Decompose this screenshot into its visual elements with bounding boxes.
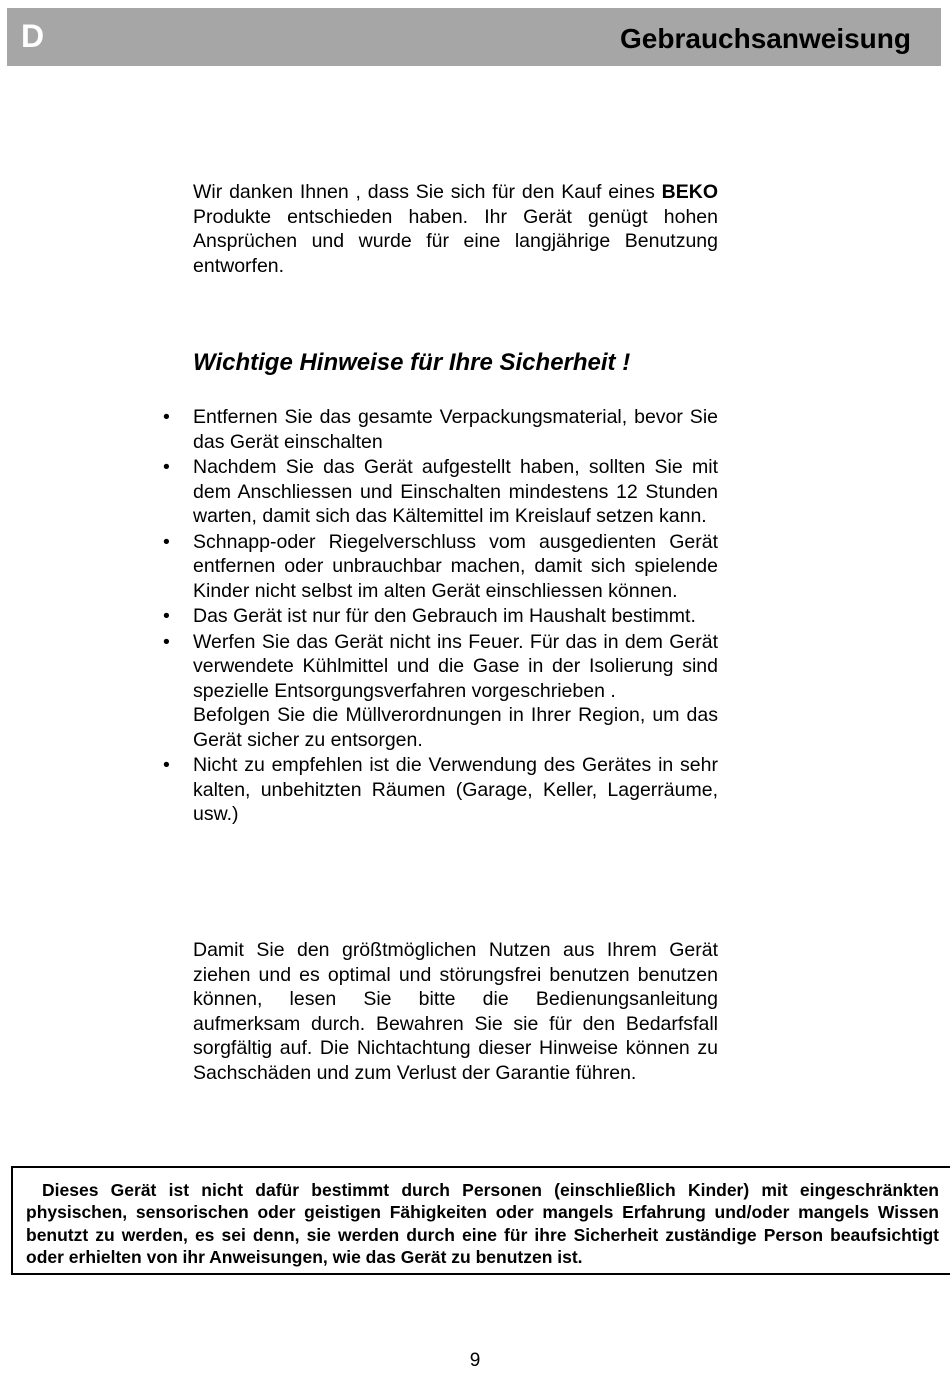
intro-paragraph — [193, 180, 718, 278]
bullet-icon: • — [163, 406, 170, 428]
safety-list-item — [163, 630, 718, 753]
safety-heading: Wichtige Hinweise für Ihre Sicherheit ! — [193, 349, 631, 376]
safety-item-text: Entfernen Sie das gesamte Verpackungsmaterial, bevor Sie das Gerät einschalten — [193, 406, 718, 453]
safety-list — [163, 405, 718, 828]
intro-text-after: Produkte entschieden haben. Ihr Gerät genügt hohen Ansprüchen und wurde für eine langjährige Benutzung entworfen. — [193, 205, 718, 277]
page-number: 9 — [469, 1350, 481, 1371]
safety-item-text: Schnapp-oder Riegelverschluss vom ausgedienten Gerät entfernen oder unbrauchbar machen, damit sich spielende Kinder nicht selbst im alten Gerät einschliessen können. — [193, 530, 718, 602]
safety-item-extra-text: Befolgen Sie die Müllverordnungen in Ihrer Region, um das Gerät sicher zu entsorgen. — [193, 704, 718, 751]
closing-paragraph: Damit Sie den größtmöglichen Nutzen aus Ihrem Gerät ziehen und es optimal und störungsfrei benutzen benutzen können, lesen Sie bitte die Bedienungsanleitung aufmerksam durch. Bewahren Sie sie für den Bedarfsfall sorgfältig auf. Die Nichtachtung dieser Hinweise können zu Sachschäden und zum Verlust der Garantie führen. — [193, 939, 718, 1084]
manual-title: Gebrauchsanweisung — [620, 23, 911, 54]
disability-notice-box: Dieses Gerät ist nicht dafür bestimmt durch Personen (einschließlich Kinder) mit eingeschränkten physischen, sensorischen oder geistigen Fähigkeiten oder mangels Erfahrung und/oder mangels Wissen benutzt zu werden, es sei denn, sie werden durch eine für ihre Sicherheit zuständige Person beaufsichtigt oder erhielten von ihr Anweisungen, wie das Gerät zu benutzen ist. — [11, 1166, 950, 1275]
bullet-icon: • — [163, 530, 170, 553]
safety-list-item — [163, 455, 718, 529]
safety-list-item — [163, 604, 718, 629]
brand-name: BEKO — [661, 181, 718, 203]
safety-item-text: Das Gerät ist nur für den Gebrauch im Haushalt bestimmt. — [193, 605, 696, 627]
page-header — [7, 8, 941, 66]
safety-item-text: Nachdem Sie das Gerät aufgestellt haben, sollten Sie mit dem Anschliessen und Einschalten mindestens 12 Stunden warten, damit sich das Kältemittel im Kreislauf setzen kann. — [193, 456, 718, 527]
safety-item-text: Werfen Sie das Gerät nicht ins Feuer. Für das in dem Gerät verwendete Kühlmittel und die Gase in der Isolierung sind spezielle Entsorgungsverfahren vorgeschrieben . — [193, 630, 718, 702]
bullet-icon: • — [163, 605, 170, 627]
language-code: D — [21, 18, 45, 54]
safety-list-item — [163, 530, 718, 604]
safety-item-text: Nicht zu empfehlen ist die Verwendung des Gerätes in sehr kalten, unbehitzten Räumen (Garage, Keller, Lagerräume, usw.) — [193, 754, 718, 825]
bullet-icon: • — [163, 754, 170, 776]
bullet-icon: • — [163, 630, 170, 653]
intro-text-before: Wir danken Ihnen , dass Sie sich für den Kauf eines — [193, 181, 662, 203]
safety-list-item — [163, 405, 718, 454]
bullet-icon: • — [163, 456, 170, 478]
safety-list-item — [163, 753, 718, 827]
